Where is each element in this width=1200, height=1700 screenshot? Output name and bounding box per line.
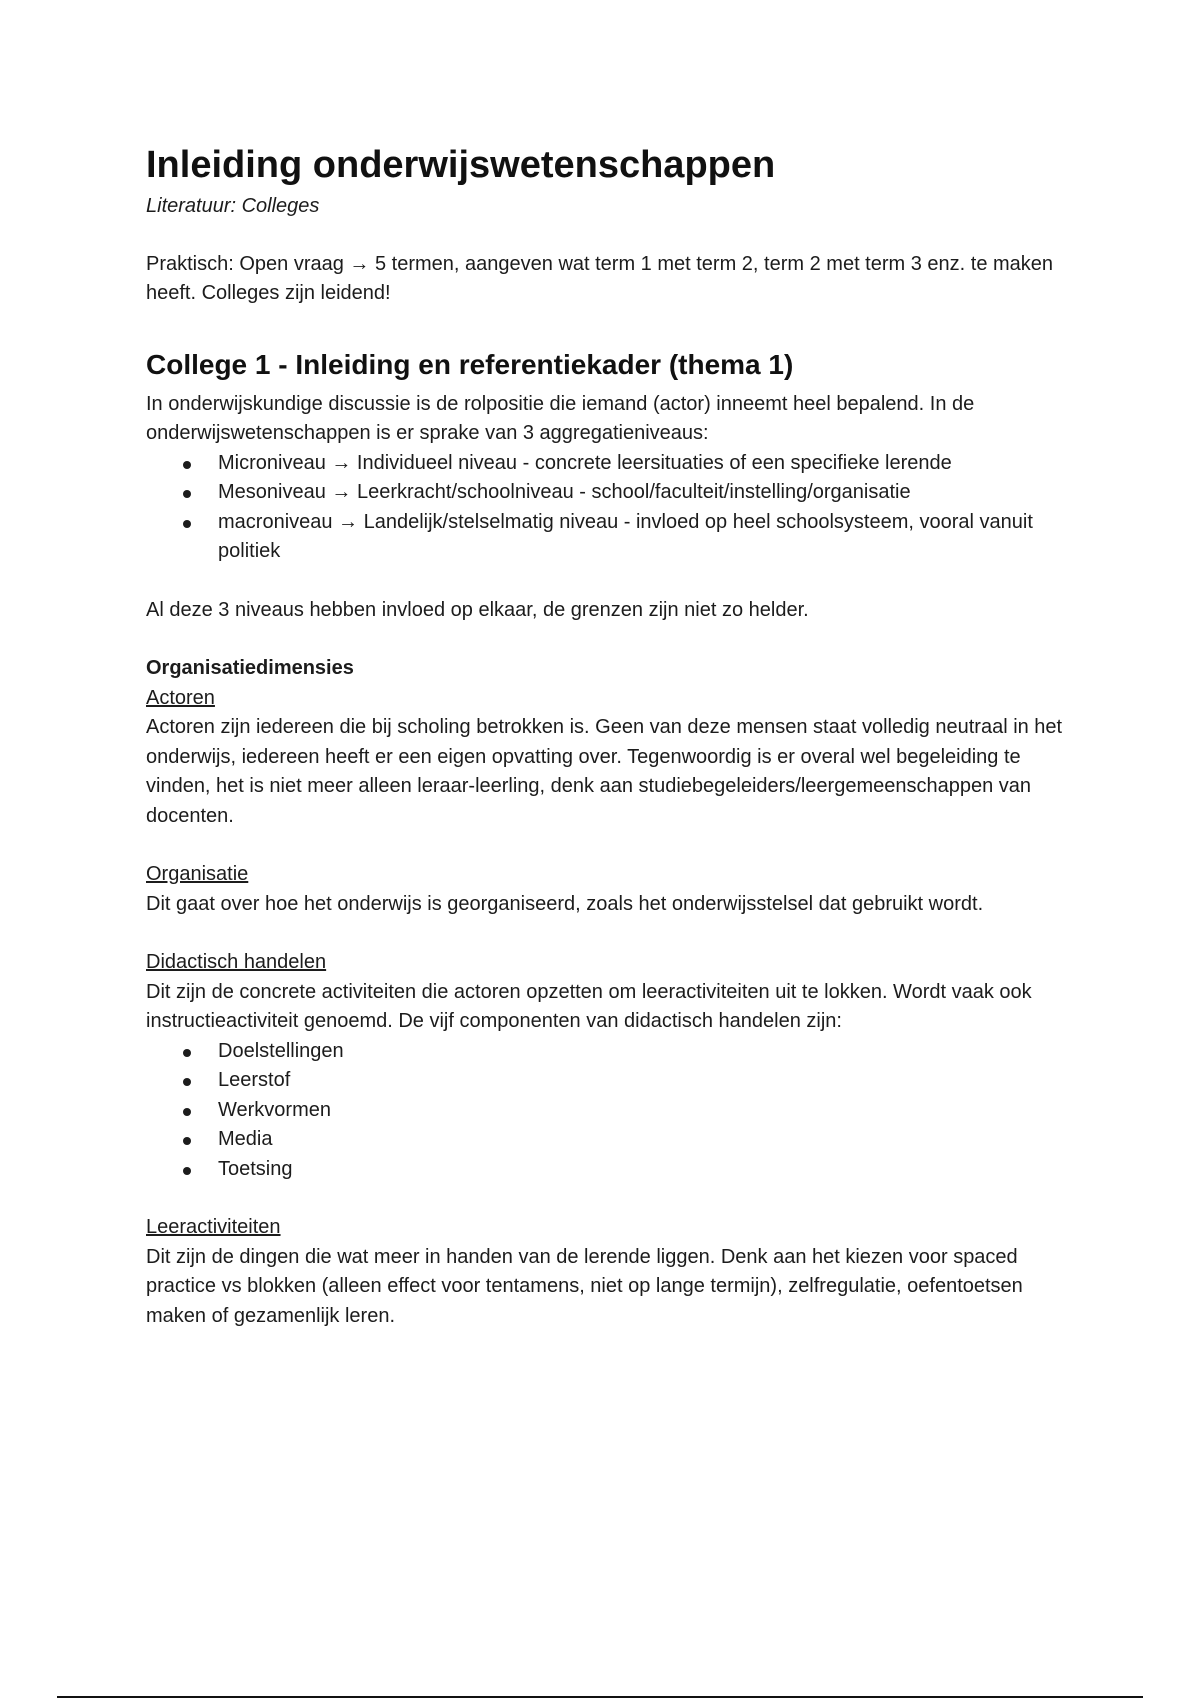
bullet-icon — [183, 1137, 191, 1145]
list-item — [218, 478, 1076, 508]
leeractiviteiten-title: Leeractiviteiten — [146, 1216, 281, 1238]
list-item — [218, 449, 1076, 479]
document-page — [146, 142, 1076, 1331]
intro-paragraph: Praktisch: Open vraag → 5 termen, aangeven wat term 1 met term 2, term 2 met term 3 enz. te maken heeft. Colleges zijn leidend! — [146, 252, 1054, 304]
actoren-title: Actoren — [146, 686, 215, 709]
didactisch-title: Didactisch handelen — [146, 951, 327, 973]
bullet-icon — [183, 1108, 191, 1116]
document-title: Inleiding onderwijswetenschappen — [146, 144, 776, 186]
leeractiviteiten-text: Dit zijn de dingen die wat meer in handen van de lerende liggen. Denk aan het kiezen voor spaced practice vs blokken (alleen effect voor tentamens, niet op lange termijn), zelfregulatie, oefentoetsen maken of gezamenlijk leren. — [146, 1245, 1023, 1327]
levels-note: Al deze 3 niveaus hebben invloed op elkaar, de grenzen zijn niet zo helder. — [146, 598, 809, 621]
list-item-text: Toetsing — [218, 1157, 293, 1180]
college1-heading: College 1 - Inleiding en referentiekader (thema 1) — [146, 348, 794, 380]
aggregation-levels-list — [146, 449, 1076, 567]
org-heading: Organisatiedimensies — [146, 657, 354, 679]
list-item — [218, 1125, 1076, 1155]
bullet-icon — [183, 461, 191, 469]
list-item — [218, 1037, 1076, 1067]
bullet-icon — [183, 520, 191, 528]
bullet-icon — [183, 490, 191, 498]
list-item — [218, 1155, 1076, 1185]
list-item — [218, 1096, 1076, 1126]
list-item-text: Werkvormen — [218, 1098, 331, 1121]
page-bottom-divider — [57, 1696, 1143, 1698]
list-item-text: Doelstellingen — [218, 1039, 344, 1062]
list-item-text: Leerstof — [218, 1069, 291, 1091]
bullet-icon — [183, 1167, 191, 1175]
document-subtitle: Literatuur: Colleges — [146, 195, 320, 217]
bullet-icon — [183, 1078, 191, 1086]
list-item-text: Media — [218, 1128, 273, 1150]
didactic-components-list — [146, 1037, 1076, 1185]
didactisch-text: Dit zijn de concrete activiteiten die actoren opzetten om leeractiviteiten uit te lokken. Wordt vaak ook instructieactiviteit genoemd. De vijf componenten van didactisch handelen zijn: — [146, 980, 1032, 1032]
list-item-text: macroniveau → Landelijk/stelselmatig niveau - invloed op heel schoolsysteem, vooral vanuit politiek — [218, 510, 1033, 562]
organisatie-title: Organisatie — [146, 863, 249, 885]
list-item — [218, 508, 1076, 567]
organisatie-text: Dit gaat over hoe het onderwijs is georganiseerd, zoals het onderwijsstelsel dat gebruikt wordt. — [146, 892, 984, 915]
list-item-text: Mesoniveau → Leerkracht/schoolniveau - school/faculteit/instelling/organisatie — [218, 481, 911, 503]
list-item-text: Microniveau → Individueel niveau - concrete leersituaties of een specifieke lerende — [218, 451, 952, 474]
list-item — [218, 1066, 1076, 1096]
actoren-text: Actoren zijn iedereen die bij scholing betrokken is. Geen van deze mensen staat volledig neutraal in het onderwijs, iedereen heeft er een eigen opvatting over. Tegenwoordig is er overal wel begeleiding te vinden, het is niet meer alleen leraar-leerling, denk aan studiebegeleiders/leergemeenschappen van docenten. — [146, 716, 1063, 827]
bullet-icon — [183, 1049, 191, 1057]
college1-paragraph: In onderwijskundige discussie is de rolpositie die iemand (actor) inneemt heel bepalend. In de onderwijswetenschappen is er sprake van 3 aggregatieniveaus: — [146, 392, 975, 444]
